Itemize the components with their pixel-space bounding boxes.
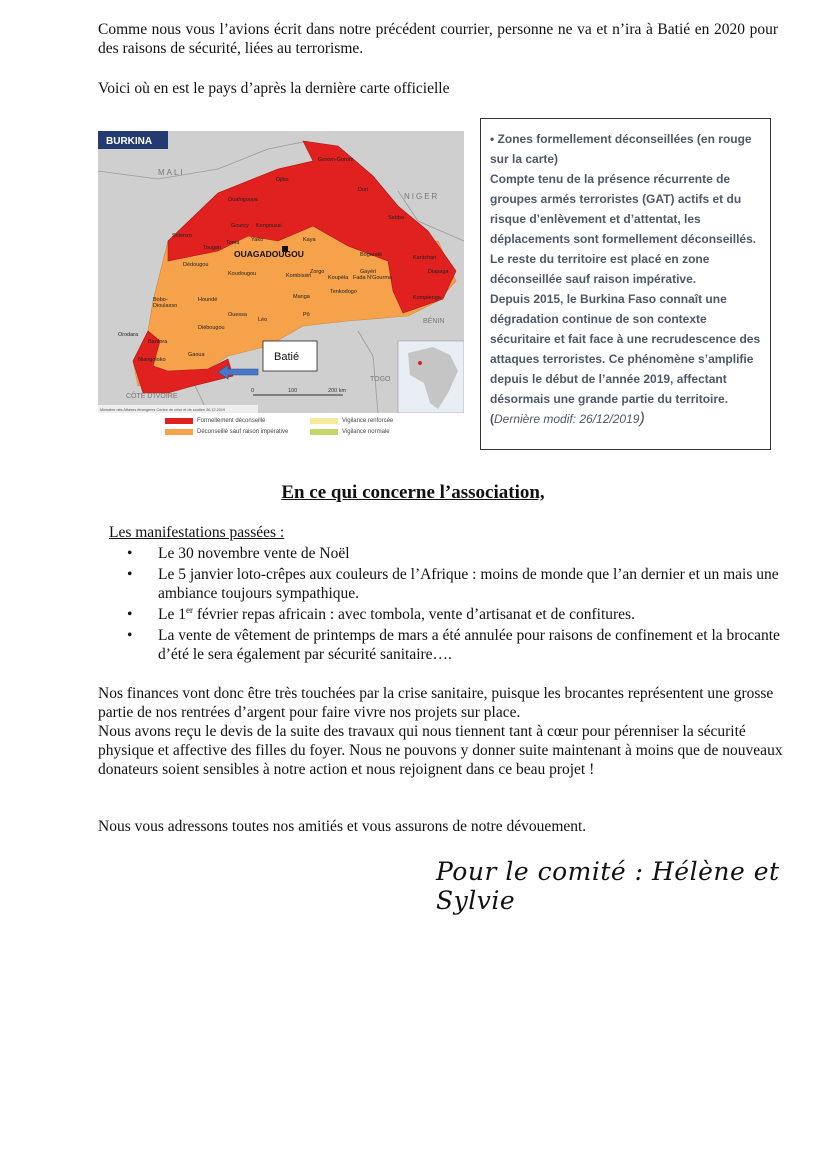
city-yako: Yako — [251, 237, 264, 243]
past-events-list — [125, 544, 785, 666]
legend-green-swatch — [310, 429, 338, 435]
city-hounde: Houndé — [198, 297, 218, 303]
city-tougan: Tougan — [203, 245, 222, 251]
inset-location-dot — [418, 361, 422, 365]
list-item-text: La vente de vêtement de printemps de mars a été annulée pour raisons de confinement et la brocante d’été le sera également par sécurité sanitaire…. — [158, 627, 780, 663]
city-niangoloko: Niangoloko — [138, 357, 166, 363]
past-events-heading: Les manifestations passées : — [109, 524, 285, 541]
label-cote-ivoire: CÔTE D'IVOIRE — [126, 393, 178, 400]
map-intro-text: Voici où en est le pays d’après la dernière carte officielle — [98, 80, 450, 97]
legend-red — [165, 418, 265, 424]
scale-end: 200 km — [328, 388, 347, 394]
map-legend — [165, 416, 465, 440]
city-orodara: Orodara — [118, 332, 139, 338]
city-tenkodogo: Tenkodogo — [330, 289, 357, 295]
legend-yellow-label: Vigilance renforcée — [342, 418, 394, 424]
city-gourcy: Gourcy — [231, 223, 249, 229]
city-pama: Kompienga — [413, 295, 441, 301]
label-togo: TOGO — [370, 376, 391, 383]
city-bobo: Bobo-Dioulasso — [153, 297, 178, 309]
batie-label: Batié — [274, 351, 300, 363]
city-koupela: Koupéla — [328, 275, 349, 281]
bullet-marker: • — [127, 566, 133, 583]
city-banfora: Banfora — [148, 339, 168, 345]
closing-paragraph: Nous vous adressons toutes nos amitiés et vous assurons de notre dévouement. — [98, 818, 587, 835]
label-niger: NIGER — [404, 192, 440, 201]
city-leo: Léo — [258, 317, 268, 323]
city-zorgo: Zorgo — [310, 269, 325, 275]
advisory-close-paren: ) — [639, 410, 645, 427]
city-koudougou: Koudougou — [228, 271, 257, 277]
bullet-marker: • — [127, 606, 133, 623]
map-title: BURKINA — [106, 136, 153, 147]
signature: Pour le comité : Hélène et Sylvie — [436, 857, 780, 915]
legend-green-label: Vigilance normale — [342, 429, 390, 435]
city-dori: Dori — [358, 187, 369, 193]
label-benin: BÉNIN — [423, 318, 445, 325]
ordinal-superscript: er — [185, 604, 193, 615]
list-item — [125, 605, 785, 624]
city-solenzo: Solenzo — [172, 233, 192, 239]
scale-mid: 100 — [288, 388, 298, 394]
list-item-text: Le 30 novembre vente de Noël — [158, 545, 350, 562]
city-kaya: Kaya — [303, 237, 316, 243]
burkina-security-map — [98, 131, 464, 413]
city-toma: Toma — [226, 240, 240, 246]
finance-section — [98, 684, 788, 779]
city-dedougou: Dédougou — [183, 262, 209, 268]
legend-yellow-swatch — [310, 418, 338, 424]
legend-orange — [165, 429, 288, 435]
city-diebougou: Diébougou — [198, 325, 225, 331]
advisory-context-text: Depuis 2015, le Burkina Faso connaît une dégradation continue de son contexte sécuritaire et fait face à une recrudescence des attaques terroristes. Ce phénomène s’amplifie depuis le début de l’année 2019, affectant désormais une grande partie du territoire. ( — [490, 292, 761, 426]
city-bogande: Bogandé — [360, 252, 383, 258]
list-item — [125, 626, 785, 664]
city-gorom: Gorom-Gorom — [318, 157, 354, 163]
list-item — [125, 544, 785, 563]
legend-green — [310, 429, 390, 435]
section-title: En ce qui concerne l’association, — [281, 482, 545, 503]
legend-red-swatch — [165, 418, 193, 424]
bullet-marker: • — [127, 627, 133, 644]
legend-orange-swatch — [165, 429, 193, 435]
advisory-zones: • Zones formellement déconseillées (en rouge sur la carte) — [490, 132, 752, 166]
city-gourma: Gayéri — [360, 269, 377, 275]
city-kombissiri: Kombissiri — [286, 273, 312, 279]
bullet-marker: • — [127, 545, 133, 562]
works-paragraph: Nous avons reçu le devis de la suite des travaux qui nous tiennent tant à cœur pour pérenniser la sécurité physique et affective des filles du foyer. Nous ne pouvons y donner suite maintenant à moins que de nouveaux donateurs soient sensibles à notre action et nous rejoignent dans ce beau projet ! — [98, 723, 783, 778]
city-fada: Fada N'Gourma — [353, 275, 392, 281]
advisory-reason: Compte tenu de la présence récurrente de groupes armés terroristes (GAT) actifs et du risque d’enlèvement et d’attentat, les déplacements sont formellement déconseillés. — [490, 172, 757, 246]
advisory-rest: Le reste du territoire est placé en zone déconseillée sauf raison impérative. — [490, 252, 710, 286]
city-ouahigouya: Ouahigouya — [228, 197, 258, 203]
list-item — [125, 565, 785, 603]
legend-red-label: Formellement déconseillé — [197, 418, 266, 424]
scale-zero: 0 — [251, 388, 255, 394]
city-manga: Manga — [293, 294, 310, 300]
finance-paragraph: Nos finances vont donc être très touchées par la crise sanitaire, puisque les brocantes représentent une grosse partie de nos rentrées d’argent pour faire vivre nos projets sur place. — [98, 685, 774, 721]
advisory-info-box — [480, 118, 771, 450]
city-po: Pô — [303, 312, 310, 318]
map-source: Ministère des Affaires étrangères Centre de crise et de soutien 26.12.2019 — [100, 408, 226, 412]
city-diapaga: Diapaga — [428, 269, 449, 275]
city-kongoussi: Kongoussi — [256, 223, 282, 229]
label-capital: OUAGADOUGOU — [234, 249, 304, 259]
city-sebba: Sebba — [388, 215, 404, 221]
city-ouessa: Ouessa — [228, 312, 247, 318]
intro-paragraph: Comme nous vous l’avions écrit dans notre précédent courrier, personne ne va et n’ira à Batié en 2020 pour des raisons de sécurité, liées au terrorisme. — [98, 21, 778, 57]
advisory-context — [490, 289, 761, 429]
advisory-last-modified: Dernière modif: 26/12/2019 — [494, 412, 640, 426]
legend-yellow — [310, 418, 393, 424]
city-djibo: Djibo — [276, 177, 289, 183]
city-kantchari: Kantchari — [413, 255, 437, 261]
legend-orange-label: Déconseillé sauf raison impérative — [197, 429, 289, 435]
list-item-text: février repas africain : avec tombola, vente d’artisanat et de confitures. — [192, 606, 635, 623]
list-item-text: Le 5 janvier loto-crêpes aux couleurs de l’Afrique : moins de monde que l’an dernier et un mais une ambiance toujours sympathique. — [158, 566, 779, 602]
label-mali: MALI — [158, 168, 185, 177]
city-gaoua: Gaoua — [188, 352, 205, 358]
list-item-text: Le 1 — [158, 606, 186, 623]
